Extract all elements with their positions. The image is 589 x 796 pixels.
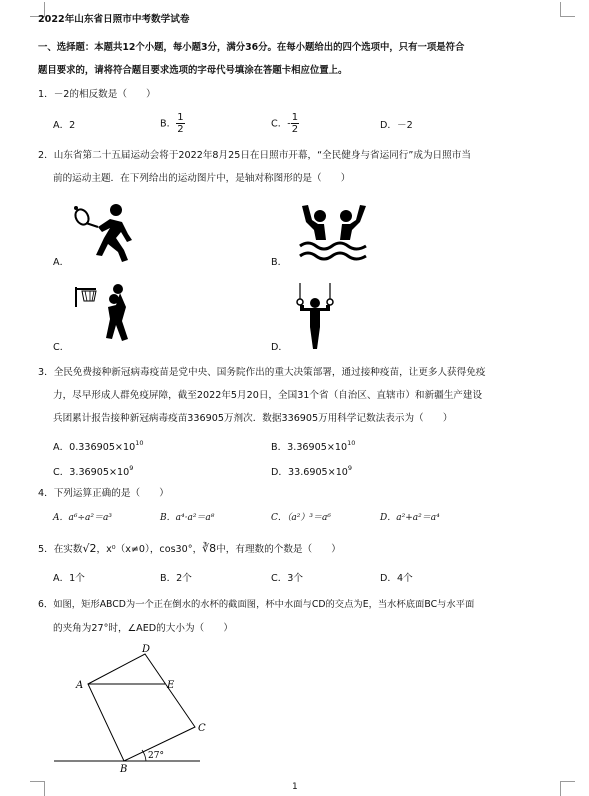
q5-stem-suffix: 中，有理数的个数是（ ） xyxy=(216,544,341,555)
q1-stem: 1．－2的相反数是（ ） xyxy=(38,89,156,100)
q4-stem: 4．下列运算正确的是（ ） xyxy=(38,488,169,499)
fraction-numerator: 1 xyxy=(291,112,299,123)
q1-option-d: D．－2 xyxy=(380,120,413,131)
label-angle-27: 27° xyxy=(148,751,164,761)
q5-stem xyxy=(38,542,341,556)
rectangle-abcd xyxy=(88,654,195,761)
q5-option-a: A．1个 xyxy=(53,573,85,584)
q5-stem-middle: ，x⁰（x≠0），cos30°， xyxy=(96,544,203,555)
q1-option-c-prefix: C．- xyxy=(271,118,291,130)
q3-option-a-base: A．0.336905×10 xyxy=(53,442,136,453)
q2-stem-line1: 2．山东省第二十五届运动会将于2022年8月25日在日照市开幕，“全民健身与省运同行”成为日照市当 xyxy=(38,150,471,161)
exam-title: 2022年山东省日照市中考数学试卷 xyxy=(38,14,190,25)
q2-option-b-label: B． xyxy=(271,257,288,268)
q5-option-b: B．2个 xyxy=(160,573,192,584)
label-b: B xyxy=(120,764,128,775)
q1-option-b-prefix: B． xyxy=(160,118,177,130)
q3-option-a-exponent: 10 xyxy=(135,439,144,447)
q6-geometry-figure xyxy=(50,640,230,775)
q5-option-c: C．3个 xyxy=(271,573,303,584)
q1-option-c-fraction xyxy=(291,112,299,135)
gymnastics-rings-icon xyxy=(290,283,340,351)
basketball-player-icon xyxy=(72,283,138,345)
q4-option-d: D．a²+a²＝a⁴ xyxy=(380,513,440,523)
q5-sqrt-two: √2 xyxy=(82,542,97,555)
q1-option-a: A．2 xyxy=(53,120,76,131)
q1-option-b-fraction xyxy=(176,112,184,135)
q3-stem-line3: 兵团累计报告接种新冠病毒疫苗336905万剂次．数据336905万用科学记数法表示为（ ） xyxy=(53,413,453,424)
crop-mark-bottom-left xyxy=(30,781,45,796)
label-c: C xyxy=(198,723,206,734)
crop-mark-top-right xyxy=(560,2,575,17)
q3-option-b-exponent: 10 xyxy=(347,439,356,447)
synchronized-swimming-icon xyxy=(296,202,372,264)
q5-stem-prefix: 5．在实数 xyxy=(38,544,83,555)
label-e: E xyxy=(167,680,175,691)
q3-option-d-exponent: 9 xyxy=(347,464,353,472)
q2-option-d-label: D． xyxy=(271,342,288,353)
label-a: A xyxy=(76,680,84,691)
q3-option-b-base: B．3.36905×10 xyxy=(271,442,348,453)
q3-option-b xyxy=(271,437,355,454)
q3-option-c-base: C．3.36905×10 xyxy=(53,467,130,478)
label-d: D xyxy=(142,644,151,655)
q3-option-c xyxy=(53,462,133,479)
q5-option-d: D．4个 xyxy=(380,573,413,584)
page-number: 1 xyxy=(292,782,298,792)
q1-option-c xyxy=(271,112,299,135)
q2-option-a-label: A． xyxy=(53,257,70,268)
fraction-denominator: 2 xyxy=(177,124,184,135)
crop-mark-bottom-right xyxy=(560,781,575,796)
q3-option-d-base: D．33.6905×10 xyxy=(271,467,348,478)
q3-option-a xyxy=(53,437,143,454)
q1-option-b xyxy=(160,112,185,135)
q2-stem-line2: 前的运动主题．在下列给出的运动图片中，是轴对称图形的是（ ） xyxy=(53,173,351,184)
badminton-player-icon xyxy=(72,202,148,264)
q3-option-c-exponent: 9 xyxy=(129,464,134,472)
q4-option-b: B．a⁴·a²＝a⁸ xyxy=(160,513,215,523)
fraction-numerator: 1 xyxy=(177,112,184,123)
q6-stem-line2: 的夹角为27°时，∠AED的大小为（ ） xyxy=(53,623,233,634)
q5-cube-root-eight: ∛8 xyxy=(202,542,217,555)
q4-option-c: C．（a²）³＝a⁶ xyxy=(271,513,331,523)
q2-option-c-label: C． xyxy=(53,342,70,353)
fraction-denominator: 2 xyxy=(291,124,299,135)
section-heading-line2: 题目要求的，请将符合题目要求选项的字母代号填涂在答题卡相应位置上。 xyxy=(38,65,348,76)
q3-stem-line1: 3．全民免费接种新冠病毒疫苗是党中央、国务院作出的重大决策部署，通过接种疫苗，让更多人获得免疫 xyxy=(38,367,486,378)
q6-stem-line1: 6．如图，矩形ABCD为一个正在倒水的水杯的截面图，杯中水面与CD的交点为E，当水杯底面BC与水平面 xyxy=(38,599,475,610)
q4-option-a: A．a⁶÷a²＝a³ xyxy=(53,513,112,523)
section-heading-line1: 一、选择题：本题共12个小题，每小题3分，满分36分。在每小题给出的四个选项中，只有一项是符合 xyxy=(38,42,465,53)
q3-option-d xyxy=(271,462,352,479)
q3-stem-line2: 力，尽早形成人群免疫屏障，截至2022年5月20日，全国31个省（自治区、直辖市）和新疆生产建设 xyxy=(53,390,483,401)
